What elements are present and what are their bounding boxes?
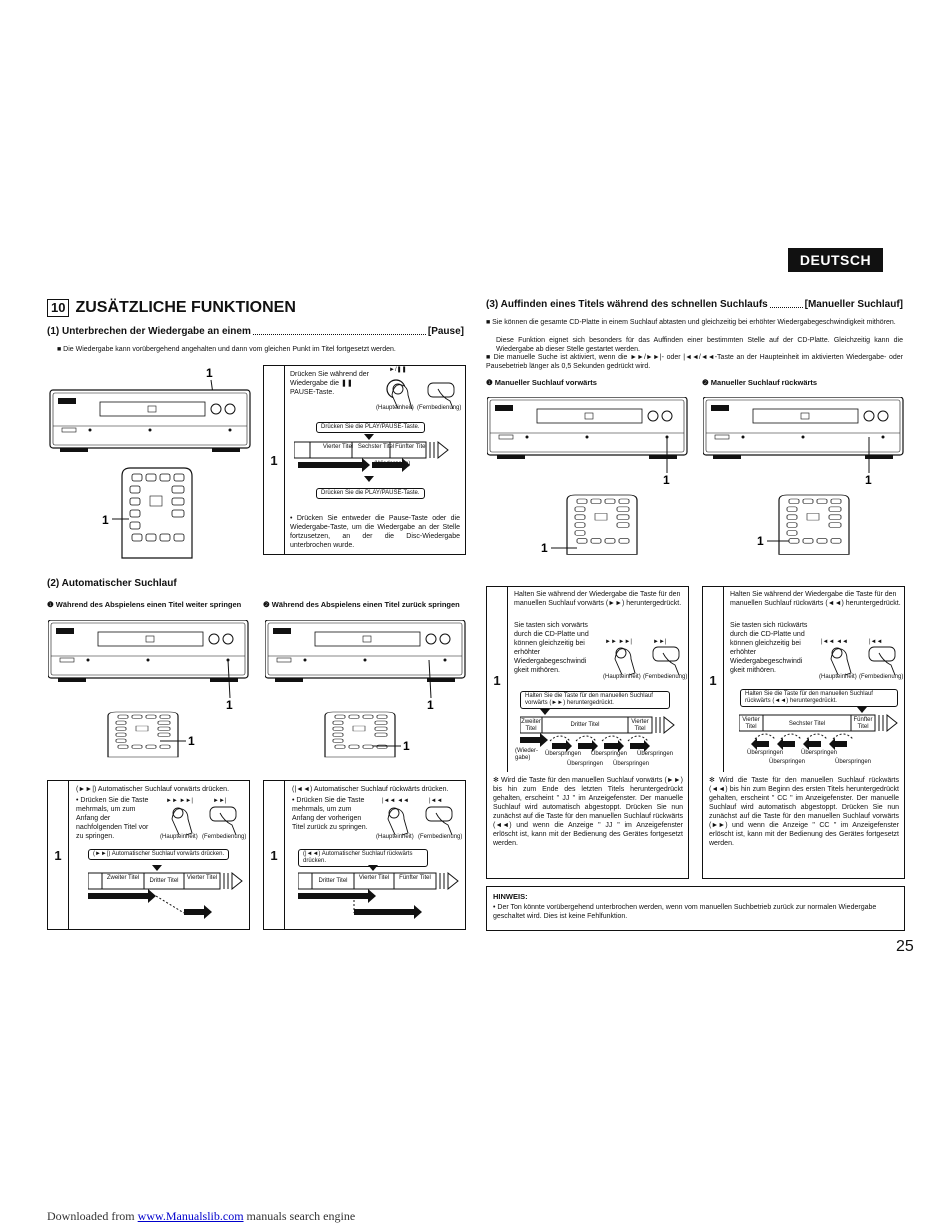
start-label: (Wieder-gabe) [515, 748, 539, 761]
track-label: Vierter Titel [358, 875, 390, 881]
button-caption: ►►| [213, 798, 227, 804]
footer [47, 1209, 355, 1224]
manual-sub-fwd: ❶ Manueller Suchlauf vorwärts [486, 378, 597, 387]
manual-sub-back: ❷ Manueller Suchlauf rückwärts [702, 378, 818, 387]
skip-label: Überspringen [567, 761, 604, 767]
manual-back-note-box [702, 772, 905, 879]
track-label: Sechster Titel [788, 721, 826, 727]
main-unit-label: (Haupteinheit) [160, 834, 198, 840]
manual-tag: [Manueller Suchlauf] [804, 299, 903, 310]
hand-press-icon [382, 375, 462, 409]
track-label: Vierter Titel [742, 717, 760, 730]
footer-suffix: manuals search engine [243, 1209, 356, 1223]
track-label: Vierter Titel [631, 719, 649, 732]
auto-back-step-box [263, 780, 466, 930]
section-title [47, 299, 296, 317]
manual-bullet-1b: Diese Funktion eignet sich besonders für das Auffinden einer bestimmten Stelle auf der CD-Platte. Gleichzeitig kann die Wiedergabe ab dieser Stelle gestartet werden. [496, 337, 903, 353]
callout-number: 1 [188, 734, 195, 748]
manual-fwd-callout: Halten Sie die Taste für den manuellen Suchlauf vorwärts (►►) heruntergedrückt. [520, 691, 670, 709]
step-number: 1 [48, 781, 69, 929]
track-label: Zweiter Titel [521, 719, 541, 732]
button-caption: |◄◄ [869, 639, 883, 645]
auto-back-callout: (|◄◄) Automatischer Suchlauf rückwärts drücken. [298, 849, 428, 867]
hand-press-icon [825, 645, 905, 675]
main-unit-label: (Haupteinheit) [376, 405, 414, 411]
track-label: Sechster Titel [357, 444, 395, 450]
main-unit-label: (Haupteinheit) [819, 674, 857, 680]
auto-heading: (2) Automatischer Suchlauf [47, 578, 177, 589]
main-unit-label: (Haupteinheit) [376, 834, 414, 840]
skip-label: Überspringen [637, 751, 674, 757]
callout-number: 1 [226, 698, 233, 712]
auto-back-track-diagram [298, 865, 463, 925]
auto-sub-back: ❷ Während des Abspielens einen Titel zurück springen [263, 600, 460, 609]
pause-step-text: Drücken Sie während der Wiedergabe die ❚❚ PAUSE-Taste. [290, 371, 369, 396]
hand-press-icon [609, 645, 689, 675]
skip-label: Überspringen [591, 751, 628, 757]
hinweis-box [486, 886, 905, 931]
pause-note: • Drücken Sie entweder die Pause-Taste oder die Wiedergabe-Taste, um die Wiedergabe an der Stelle fortzusetzen, an der die Disc-Wiedergabe unterbrochen wurde. [290, 515, 460, 549]
auto-fwd-track-diagram [88, 865, 248, 925]
auto-sub-fwd: ❶ Während des Abspielens einen Titel weiter springen [47, 600, 242, 609]
manual-fwd-text1: Halten Sie während der Wiedergabe die Taste für den manuellen Suchlauf vorwärts (►►) heruntergedrückt. [514, 591, 682, 607]
hand-press-icon [382, 805, 462, 835]
track-label: Dritter Titel [149, 878, 179, 884]
button-caption: |◄◄ ◄◄ [382, 798, 409, 804]
hinweis-title: HINWEIS: [493, 892, 528, 901]
pause-button-caption: ►/❚❚ [389, 367, 407, 373]
manual-heading: (3) Auffinden eines Titels während des schnellen Suchlaufs [Manueller Suchlauf] [486, 299, 903, 310]
manual-back-text2: Sie tasten sich rückwärts durch die CD-Platte und können gleichzeitig bei erhöhter Wiedergabegeschwindi gkeit mithören. [730, 622, 808, 674]
callout-number: 1 [541, 541, 548, 555]
manual-back-callout: Halten Sie die Taste für den manuellen Suchlauf rückwärts (◄◄) heruntergedrückt. [740, 689, 898, 707]
pause-heading: (1) Unterbrechen der Wiedergabe an einem [Pause] [47, 326, 464, 337]
track-label: Vierter Titel [186, 875, 218, 881]
callout-number: 1 [102, 513, 109, 527]
manual-fwd-note: ✻ Wird die Taste für den manuellen Suchlauf vorwärts (►►) bis hin zum Ende des letzten Titels heruntergedrückt gehalten, erscheint " JJ " im Anzeigefenster. Der manuelle Suchlauf wird automatisch abgestoppt. Drücken Sie nun zunächst auf die Taste für den manuellen Suchlauf rückwärts (◄◄) und wenn die Anzeige " JJ " im Anzeigefenster erlöscht ist, kann mit der Bedienung des Gerätes fortgesetzt werden. [493, 777, 683, 847]
auto-back-text: • Drücken Sie die Taste mehrmals, um zum Anfang der vorherigen Titel zurück zu springen. [292, 797, 368, 831]
auto-back-device-illustration [265, 620, 470, 760]
track-label: Dritter Titel [570, 722, 600, 728]
manual-bullet-2: ■ Die manuelle Suche ist aktiviert, wenn die ►►/►►|- oder |◄◄/◄◄-Taste an der Haupteinheit im aktivierten Wiedergabe- oder Pausebetrieb länger als 0,5 Sekunden gedrückt wird. [486, 354, 903, 370]
main-unit-label: (Haupteinheit) [603, 674, 641, 680]
pause-step-box [263, 365, 466, 555]
manual-fwd-text2: Sie tasten sich vorwärts durch die CD-Platte und können gleichzeitig bei erhöhter Wiedergabegeschwindi gkeit mithören. [514, 622, 589, 674]
button-caption: ►► ►►| [605, 639, 632, 645]
button-caption: ►►| [653, 639, 667, 645]
step-number: 1 [264, 366, 285, 554]
callout-number: 1 [403, 739, 410, 753]
manual-bullet-1: ■ Sie können die gesamte CD-Platte in einem Suchlauf abtasten und gleichzeitig bei erhöhter Wiedergabegeschwindigkeit mithören. [486, 319, 896, 326]
hinweis-text: • Der Ton könnte vorübergehend unterbrochen werden, wenn vom manuellen Suchbetrieb zurück zur normalen Wiedergabe geschaltet wird. Dies ist keine Fehlfunktion. [493, 904, 877, 920]
manual-fwd-device-illustration [487, 397, 697, 567]
button-caption: ►► ►►| [166, 798, 193, 804]
track-label: Fünfter Titel [853, 717, 873, 730]
section-heading: ZUSÄTZLICHE FUNKTIONEN [75, 299, 296, 316]
manualslib-link[interactable]: www.Manualslib.com [137, 1209, 244, 1223]
button-caption: |◄◄ ◄◄ [821, 639, 848, 645]
skip-label: Überspringen [769, 759, 806, 765]
track-label: Zweiter Titel [106, 875, 140, 881]
track-label: Fünfter Titel [395, 444, 427, 450]
callout-number: 1 [663, 473, 670, 487]
callout-number: 1 [206, 366, 213, 380]
callout-number: 1 [865, 473, 872, 487]
section-number: 10 [47, 299, 69, 317]
remote-label: (Fernbedienung) [418, 834, 463, 840]
manual-fwd-step-box [486, 586, 689, 774]
skip-label: Überspringen [835, 759, 872, 765]
skip-label: Überspringen [747, 750, 784, 756]
skip-label: Überspringen [613, 761, 650, 767]
callout-number: 1 [757, 534, 764, 548]
auto-fwd-callout: (►►|) Automatischer Suchlauf vorwärts drücken. [88, 849, 229, 860]
pause-callout-top: Drücken Sie die PLAY/PAUSE-Taste. [316, 422, 425, 433]
pause-bullet: ■ Die Wiedergabe kann vorübergehend angehalten und dann vom gleichen Punkt im Titel fortgesetzt werden. [57, 346, 396, 353]
auto-back-title: (|◄◄) Automatischer Suchlauf rückwärts drücken. [292, 786, 449, 793]
manual-fwd-note-box [486, 772, 689, 879]
remote-label: (Fernbedienung) [417, 405, 462, 411]
track-label: Vierter Titel [322, 444, 354, 450]
auto-fwd-title: (►►|) Automatischer Suchlauf vorwärts drücken. [76, 786, 230, 793]
auto-fwd-step-box [47, 780, 250, 930]
page-number: 25 [896, 938, 914, 955]
pause-device-illustration [47, 366, 257, 571]
manual-back-text1: Halten Sie während der Wiedergabe die Taste für den manuellen Suchlauf rückwärts (◄◄) heruntergedrückt. [730, 591, 901, 607]
remote-label: (Fernbedienung) [202, 834, 247, 840]
language-badge: DEUTSCH [788, 248, 883, 272]
hand-press-icon [166, 805, 246, 835]
auto-fwd-device-illustration [48, 620, 253, 760]
playback-label: (Wiedergabe) [374, 461, 411, 467]
track-label: Dritter Titel [318, 878, 348, 884]
manual-back-step-box [702, 586, 905, 774]
manual-back-note: ✻ Wird die Taste für den manuellen Suchlauf rückwärts (◄◄) bis hin zum Beginn des ersten Titels heruntergedrückt gehalten, erscheint " CC " im Anzeigefenster. Der manuelle Suchlauf wird automatisch abgestoppt. Drücken Sie nun zunächst auf die Taste für den manuellen Suchlauf vorwärts (►►) und wenn die Anzeige " CC " im Anzeigefenster erlöscht ist, kann mit der Bedienung des Gerätes fortgesetzt werden. [709, 777, 899, 847]
manual-back-device-illustration [703, 397, 913, 567]
auto-fwd-text: • Drücken Sie die Taste mehrmals, um zum Anfang der nachfolgenden Titel vor zu springen. [76, 797, 149, 840]
button-caption: |◄◄ [429, 798, 443, 804]
step-number: 1 [487, 587, 508, 773]
footer-prefix: Downloaded from [47, 1209, 138, 1223]
skip-label: Überspringen [545, 751, 582, 757]
pause-tag: [Pause] [427, 326, 464, 337]
step-number: 1 [703, 587, 724, 773]
pause-callout-bottom: Drücken Sie die PLAY/PAUSE-Taste. [316, 488, 425, 499]
step-number: 1 [264, 781, 285, 929]
track-label: Fünfter Titel [399, 875, 431, 881]
manual-back-track-diagram [739, 707, 904, 769]
callout-number: 1 [427, 698, 434, 712]
remote-label: (Fernbedienung) [643, 674, 688, 680]
remote-label: (Fernbedienung) [859, 674, 904, 680]
skip-label: Überspringen [801, 750, 838, 756]
